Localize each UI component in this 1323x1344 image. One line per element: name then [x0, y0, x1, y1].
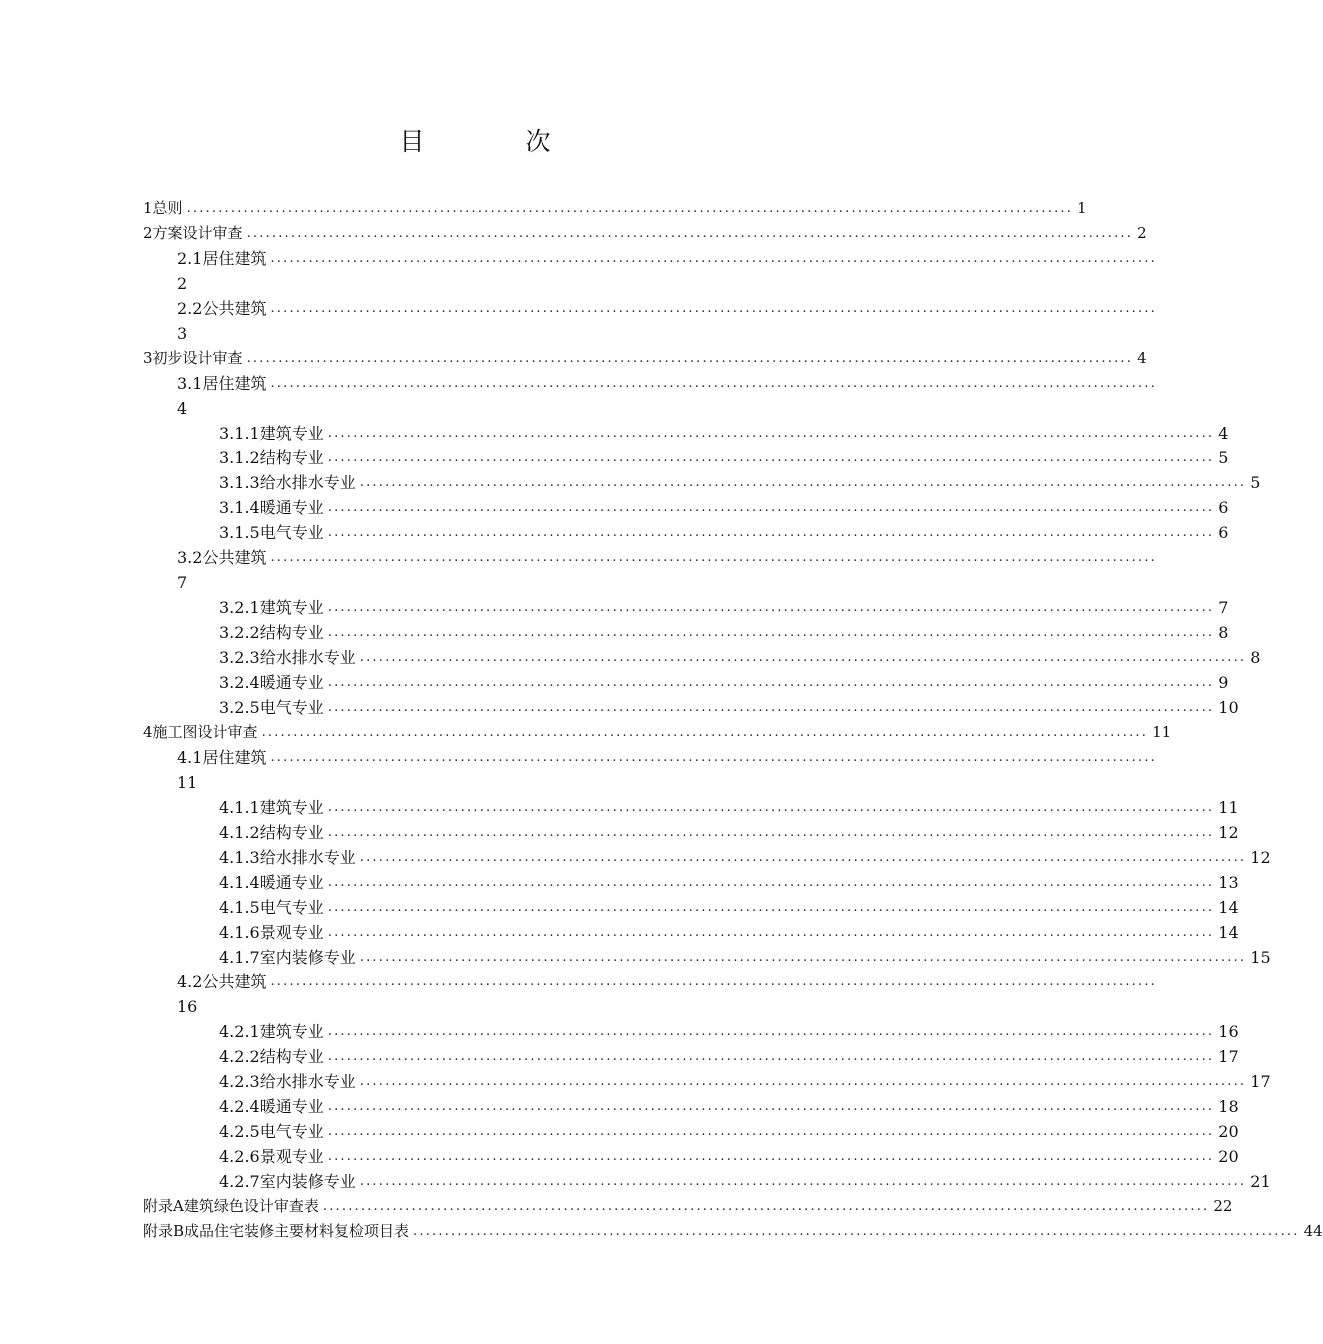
- toc-entry[interactable]: [0, 495, 1229, 520]
- toc-entry-number: 4.1.4: [219, 873, 260, 892]
- toc-entry-title: 室内装修专业: [259, 1172, 356, 1191]
- toc-entry-number: 3.2.2: [219, 623, 260, 642]
- dot-leader: ............................................................................................................................................: [246, 226, 1134, 241]
- toc-entry-number: 4.1: [177, 748, 203, 767]
- dot-leader: ............................................................................................................................................: [270, 301, 1157, 316]
- dot-leader: ............................................................................................................................................: [327, 800, 1215, 815]
- toc-entry-title: 暖通专业: [259, 873, 324, 892]
- toc-entry-page: 6: [1218, 523, 1229, 542]
- dot-leader: ............................................................................................................................................: [327, 700, 1215, 715]
- toc-entry-number: 4.2.7: [219, 1172, 260, 1191]
- toc-entry[interactable]: [0, 969, 1157, 1019]
- toc-entry-title: 暖通专业: [259, 1097, 324, 1116]
- toc-entry-title: 给水排水专业: [259, 1072, 356, 1091]
- toc-entry-number: 4.2.1: [219, 1022, 260, 1041]
- toc-entry-number: 4.2: [177, 972, 203, 991]
- toc-entry-page: 20: [1218, 1122, 1239, 1141]
- toc-entry-title: 公共建筑: [202, 299, 267, 318]
- toc-entry-title: 居住建筑: [202, 374, 267, 393]
- toc-entry-title: 建筑专业: [259, 598, 324, 617]
- toc-entry-number: 4.2.2: [219, 1047, 260, 1066]
- toc-entry-title: 结构专业: [259, 623, 324, 642]
- toc-entry-number: 4.1.3: [219, 848, 260, 867]
- toc-entry-number: 4.2.5: [219, 1122, 260, 1141]
- toc-entry[interactable]: [0, 695, 1239, 720]
- dot-leader: ............................................................................................................................................: [413, 1224, 1300, 1239]
- toc-entry-page: 11: [177, 773, 198, 792]
- toc-entry-title: 施工图设计审查: [152, 723, 258, 741]
- toc-entry[interactable]: [0, 945, 1271, 970]
- toc-entry-title: 暖通专业: [259, 673, 324, 692]
- dot-leader: ............................................................................................................................................: [327, 450, 1215, 465]
- toc-entry-title: 结构专业: [259, 823, 324, 842]
- toc-entry-title: 电气专业: [259, 1122, 324, 1141]
- toc-entry[interactable]: [0, 1094, 1239, 1119]
- toc-entry-number: 2.1: [177, 249, 203, 268]
- dot-leader: ............................................................................................................................................: [327, 1149, 1215, 1164]
- toc-entry-title: 公共建筑: [202, 972, 267, 991]
- dot-leader: ............................................................................................................................................: [327, 900, 1215, 915]
- toc-entry[interactable]: [0, 221, 1147, 246]
- toc-entry-page: 4: [177, 399, 188, 418]
- toc-entry[interactable]: [0, 1144, 1239, 1169]
- toc-entry-page: 1: [1077, 199, 1087, 217]
- toc-entry-title: 成品住宅装修主要材料复检项目表: [184, 1222, 410, 1240]
- toc-entry[interactable]: [0, 1044, 1239, 1069]
- dot-leader: ............................................................................................................................................: [270, 251, 1157, 266]
- dot-leader: ............................................................................................................................................: [327, 675, 1215, 690]
- toc-entry-title: 电气专业: [259, 698, 324, 717]
- toc-entry-page: 8: [1218, 623, 1229, 642]
- toc-entry-number: 3.2.1: [219, 598, 260, 617]
- page-title: 目 次: [399, 127, 589, 156]
- toc-entry[interactable]: [0, 470, 1261, 495]
- toc-entry-title: 初步设计审查: [152, 349, 243, 367]
- toc-entry-page: 12: [1218, 823, 1239, 842]
- toc-entry-page: 12: [1250, 848, 1271, 867]
- dot-leader: ............................................................................................................................................: [261, 725, 1149, 740]
- toc-entry-title: 结构专业: [259, 448, 324, 467]
- toc-entry-number: 3: [143, 349, 153, 367]
- dot-leader: ............................................................................................................................................: [327, 500, 1215, 515]
- toc-entry[interactable]: [0, 246, 1157, 296]
- toc-entry-number: 3.2.5: [219, 698, 260, 717]
- toc-entry[interactable]: [0, 545, 1157, 595]
- toc-entry-page: 17: [1250, 1072, 1271, 1091]
- toc-entry[interactable]: [0, 820, 1239, 845]
- toc-entry[interactable]: [0, 895, 1239, 920]
- dot-leader: ............................................................................................................................................: [327, 1099, 1215, 1114]
- toc-entry-number: 附录B: [143, 1222, 185, 1240]
- toc-entry-title: 建筑专业: [259, 798, 324, 817]
- toc-entry-page: 17: [1218, 1047, 1239, 1066]
- toc-entry-title: 给水排水专业: [259, 473, 356, 492]
- dot-leader: ............................................................................................................................................: [246, 351, 1134, 366]
- toc-entry-page: 44: [1303, 1222, 1323, 1240]
- toc-entry-page: 9: [1218, 673, 1229, 692]
- toc-entry[interactable]: [0, 371, 1157, 421]
- toc-entry-title: 景观专业: [259, 1147, 324, 1166]
- toc-entry-number: 3.1: [177, 374, 203, 393]
- toc-entry-number: 3.1.3: [219, 473, 260, 492]
- toc-entry-page: 6: [1218, 498, 1229, 517]
- toc-entry-number: 3.1.2: [219, 448, 260, 467]
- dot-leader: ............................................................................................................................................: [270, 974, 1157, 989]
- toc-entry-page: 11: [1152, 723, 1172, 741]
- dot-leader: ............................................................................................................................................: [327, 825, 1215, 840]
- toc-entry-title: 公共建筑: [202, 548, 267, 567]
- toc-entry-page: 22: [1213, 1197, 1233, 1215]
- dot-leader: ............................................................................................................................................: [359, 1074, 1247, 1089]
- toc-entry-number: 4.1.2: [219, 823, 260, 842]
- toc-entry-number: 2.2: [177, 299, 203, 318]
- toc-entry-number: 3.2: [177, 548, 203, 567]
- toc-entry-title: 景观专业: [259, 923, 324, 942]
- toc-entry[interactable]: [0, 1194, 1233, 1219]
- toc-entry-page: 11: [1218, 798, 1239, 817]
- toc-entry[interactable]: [0, 421, 1229, 446]
- toc-entry-title: 室内装修专业: [259, 948, 356, 967]
- toc-entry[interactable]: [0, 1069, 1271, 1094]
- toc-entry-number: 4.2.4: [219, 1097, 260, 1116]
- toc-entry[interactable]: [0, 670, 1229, 695]
- dot-leader: ............................................................................................................................................: [186, 201, 1074, 216]
- toc-entry[interactable]: [0, 445, 1229, 470]
- toc-entry-title: 居住建筑: [202, 748, 267, 767]
- toc-entry[interactable]: [0, 1219, 1323, 1244]
- toc-entry-page: 4: [1137, 349, 1147, 367]
- toc-entry-title: 暖通专业: [259, 498, 324, 517]
- toc-entry-title: 建筑绿色设计审查表: [183, 1197, 319, 1215]
- toc-entry-page: 15: [1250, 948, 1271, 967]
- toc-entry-page: 7: [177, 573, 188, 592]
- toc-entry-number: 附录A: [143, 1197, 184, 1215]
- toc-entry[interactable]: [0, 645, 1261, 670]
- toc-entry-number: 1: [143, 199, 153, 217]
- toc-entry[interactable]: [0, 1019, 1239, 1044]
- toc-entry-page: 20: [1218, 1147, 1239, 1166]
- toc-entry-title: 方案设计审查: [152, 224, 243, 242]
- dot-leader: ............................................................................................................................................: [327, 525, 1215, 540]
- dot-leader: ............................................................................................................................................: [327, 600, 1215, 615]
- toc-entry-page: 18: [1218, 1097, 1239, 1116]
- toc-entry-number: 4: [143, 723, 153, 741]
- toc-entry-number: 4.2.6: [219, 1147, 260, 1166]
- toc-entry-number: 4.1.5: [219, 898, 260, 917]
- toc-entry-page: 5: [1218, 448, 1229, 467]
- toc-entry-page: 14: [1218, 898, 1239, 917]
- dot-leader: ............................................................................................................................................: [270, 550, 1157, 565]
- toc-entry[interactable]: [0, 620, 1229, 645]
- toc-entry-number: 3.2.4: [219, 673, 260, 692]
- toc-entry-title: 结构专业: [259, 1047, 324, 1066]
- dot-leader: ............................................................................................................................................: [359, 950, 1247, 965]
- toc-entry-page: 2: [177, 274, 188, 293]
- toc-entry-page: 3: [177, 324, 188, 343]
- dot-leader: ............................................................................................................................................: [327, 1024, 1215, 1039]
- dot-leader: ............................................................................................................................................: [359, 1174, 1247, 1189]
- toc-entry[interactable]: [0, 845, 1271, 870]
- toc-entry-number: 3.1.5: [219, 523, 260, 542]
- toc-entry-number: 4.1.6: [219, 923, 260, 942]
- toc-entry-page: 16: [177, 997, 198, 1016]
- toc-entry[interactable]: [0, 795, 1239, 820]
- toc-entry-number: 4.1.7: [219, 948, 260, 967]
- toc-entry[interactable]: [0, 720, 1172, 745]
- toc-entry-number: 4.1.1: [219, 798, 260, 817]
- toc-entry-page: 8: [1250, 648, 1261, 667]
- toc-entry-title: 居住建筑: [202, 249, 267, 268]
- dot-leader: ............................................................................................................................................: [270, 750, 1157, 765]
- toc-entry-title: 总则: [152, 199, 183, 217]
- toc-entry-page: 5: [1250, 473, 1261, 492]
- dot-leader: ............................................................................................................................................: [327, 925, 1215, 940]
- toc-entry[interactable]: [0, 520, 1229, 545]
- dot-leader: ............................................................................................................................................: [327, 625, 1215, 640]
- toc-entry-page: 7: [1218, 598, 1229, 617]
- toc-entry-title: 给水排水专业: [259, 648, 356, 667]
- toc-entry-page: 16: [1218, 1022, 1239, 1041]
- toc-entry-number: 3.1.1: [219, 424, 260, 443]
- toc-entry-page: 13: [1218, 873, 1239, 892]
- toc-entry-number: 4.2.3: [219, 1072, 260, 1091]
- dot-leader: ............................................................................................................................................: [322, 1199, 1210, 1214]
- dot-leader: ............................................................................................................................................: [270, 376, 1157, 391]
- toc-entry-page: 2: [1137, 224, 1147, 242]
- dot-leader: ............................................................................................................................................: [359, 475, 1247, 490]
- toc-entry-number: 2: [143, 224, 153, 242]
- toc-entry-title: 建筑专业: [259, 424, 324, 443]
- toc-entry[interactable]: [0, 296, 1157, 346]
- toc-entry-page: 10: [1218, 698, 1239, 717]
- toc-entry-number: 3.2.3: [219, 648, 260, 667]
- toc-entry-page: 4: [1218, 424, 1229, 443]
- toc-entry-title: 电气专业: [259, 523, 324, 542]
- toc-entry[interactable]: [0, 346, 1147, 371]
- toc-entry-title: 电气专业: [259, 898, 324, 917]
- dot-leader: ............................................................................................................................................: [359, 850, 1247, 865]
- toc-entry-title: 给水排水专业: [259, 848, 356, 867]
- dot-leader: ............................................................................................................................................: [359, 650, 1247, 665]
- dot-leader: ............................................................................................................................................: [327, 1124, 1215, 1139]
- toc-entry[interactable]: [0, 920, 1239, 945]
- toc-entry-page: 21: [1250, 1172, 1271, 1191]
- dot-leader: ............................................................................................................................................: [327, 1049, 1215, 1064]
- dot-leader: ............................................................................................................................................: [327, 875, 1215, 890]
- toc-entry[interactable]: [0, 1169, 1271, 1194]
- toc-entry[interactable]: [0, 196, 1087, 221]
- toc-entry[interactable]: [0, 870, 1239, 895]
- toc-entry[interactable]: [0, 1119, 1239, 1144]
- toc-entry-title: 建筑专业: [259, 1022, 324, 1041]
- toc-entry[interactable]: [0, 745, 1157, 795]
- dot-leader: ............................................................................................................................................: [327, 426, 1215, 441]
- toc-entry-number: 3.1.4: [219, 498, 260, 517]
- toc-entry[interactable]: [0, 595, 1229, 620]
- toc-entry-page: 14: [1218, 923, 1239, 942]
